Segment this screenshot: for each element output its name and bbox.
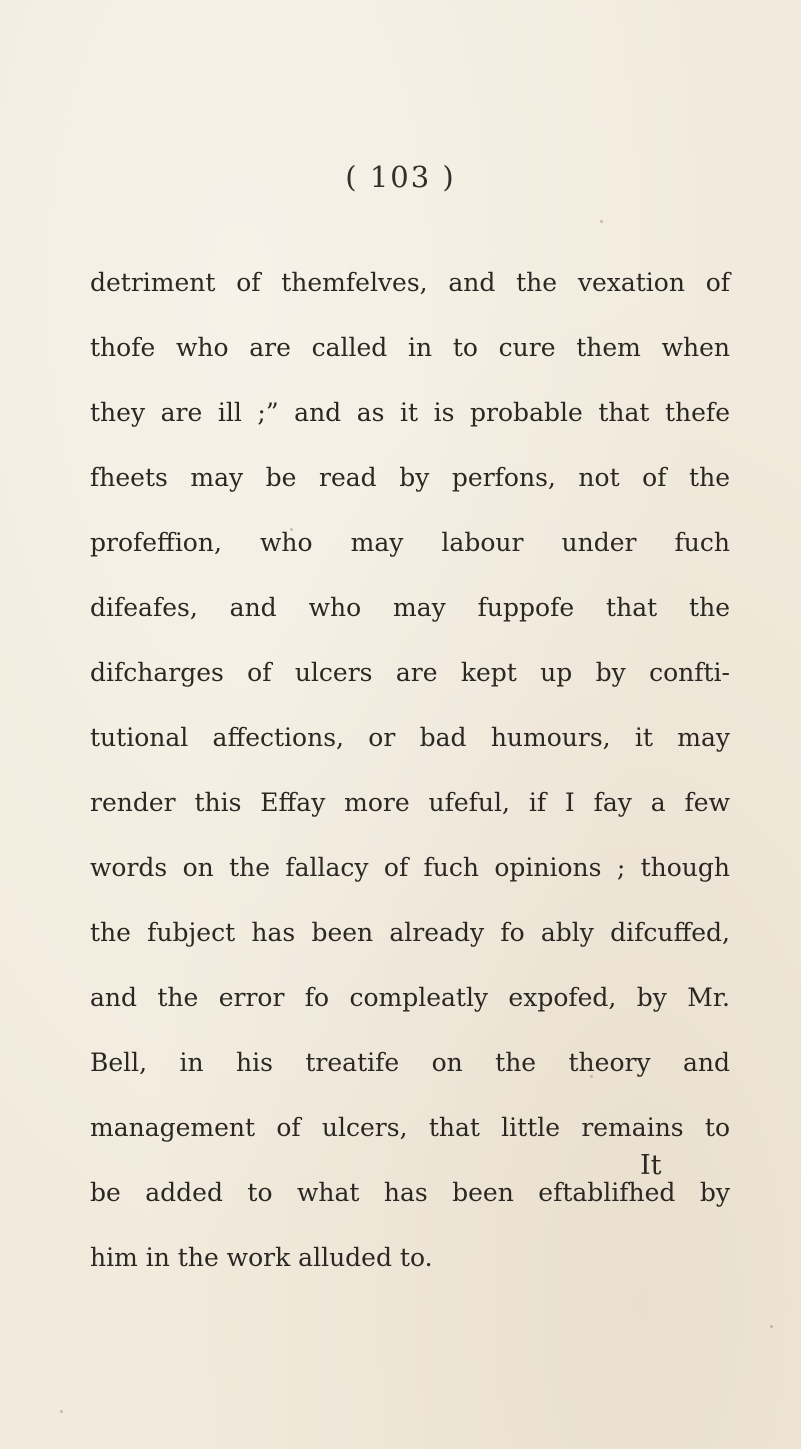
paper-speck — [590, 1075, 593, 1078]
text-line: the fubject has been already fo ably difcuffed, — [90, 918, 730, 947]
text-line: tutional affections, or bad humours, it may — [90, 723, 730, 752]
text-line: and the error fo compleatly expofed, by Mr. — [90, 983, 730, 1012]
text-line: him in the work alluded to. — [90, 1243, 433, 1272]
text-line: profeffion, who may labour under fuch — [90, 528, 730, 557]
text-line: detriment of themfelves, and the vexation of — [90, 268, 730, 297]
text-line: words on the fallacy of fuch opinions ; though — [90, 853, 730, 882]
text-line: difcharges of ulcers are kept up by confti- — [90, 658, 730, 687]
paper-speck — [600, 220, 603, 223]
catchword: It — [640, 1150, 662, 1181]
text-line: be added to what has been eftablifhed by — [90, 1178, 730, 1207]
paper-speck — [290, 528, 293, 531]
text-line: they are ill ;” and as it is probable that thefe — [90, 398, 730, 427]
text-line: render this Effay more ufeful, if I fay a few — [90, 788, 730, 817]
text-line: difeafes, and who may fuppofe that the — [90, 593, 730, 622]
text-line: fheets may be read by perfons, not of the — [90, 463, 730, 492]
text-line: thofe who are called in to cure them when — [90, 333, 730, 362]
paper-speck — [770, 1325, 773, 1328]
body-text — [90, 250, 730, 1290]
text-line: Bell, in his treatife on the theory and — [90, 1048, 730, 1077]
text-line: management of ulcers, that little remains to — [90, 1113, 730, 1142]
page-number: ( 103 ) — [345, 160, 456, 194]
paper-speck — [60, 1410, 63, 1413]
